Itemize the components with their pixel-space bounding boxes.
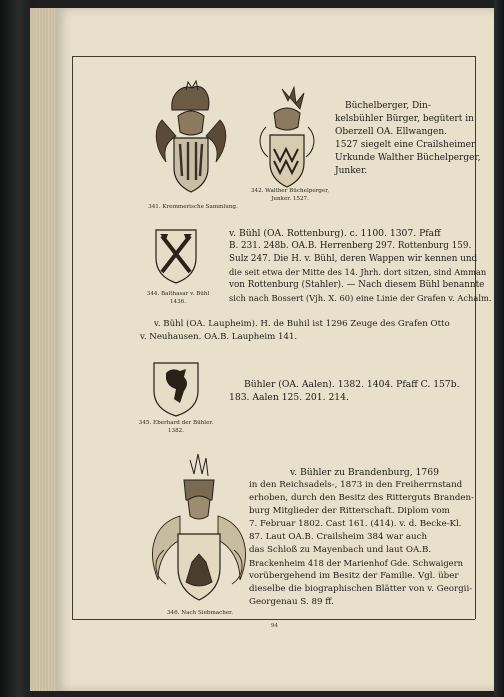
caption-344-line1: 344. Balthasar v. Bühl — [146, 291, 210, 297]
caption-341: 341. Kremmerische Sammlung. — [148, 204, 238, 210]
coat-of-arms-342 — [252, 83, 322, 191]
coat-of-arms-344 — [152, 226, 200, 286]
caption-346: 346. Nach Siebmacher. — [166, 610, 233, 616]
entry-brandenburg-line-5: 7. Februar 1802. Cast 161. (414). v. d. Becke-Kl. — [249, 519, 462, 529]
entry-buechelberger-line-1: Büchelberger, Din- — [345, 101, 431, 111]
coat-of-arms-341 — [152, 80, 230, 204]
caption-345-line2: 1382. — [167, 428, 184, 434]
frame-bottom-rule — [72, 619, 475, 620]
caption-344-line2: 1436. — [169, 299, 186, 305]
coat-of-arms-345 — [150, 359, 202, 419]
coat-of-arms-346 — [144, 450, 254, 610]
entry-buechelberger-line-2: kelsbühler Bürger, begütert in — [335, 114, 474, 124]
entry-brandenburg-line-8: Brackenheim 418 der Marienhof Gde. Schwaigern — [249, 558, 464, 568]
entry-buechelberger-line-6: Junker. — [335, 166, 368, 176]
caption-345-line1: 345. Eberhard der Bühler. — [138, 420, 214, 426]
entry-brandenburg-line-4: burg Mitglieder der Ritterschaft. Diplom vom — [249, 506, 450, 516]
entry-buehl-rottenburg-line-6: sich nach Bossert (Vjh. X. 60) eine Linie der Grafen v. Achalm. — [229, 293, 492, 303]
entry-brandenburg-line-9: vorübergehend im Besitz der Familie. Vgl. über — [249, 571, 459, 581]
entry-brandenburg-line-7: das Schloß zu Mayenbach und laut OA.B. — [249, 545, 432, 555]
right-margin — [494, 0, 504, 697]
frame-top-rule — [72, 56, 475, 57]
frame-left-rule — [72, 56, 73, 619]
entry-brandenburg-line-10: dieselbe die biographischen Blätter von v. Georgii- — [249, 584, 473, 594]
entry-buehl-rottenburg-line-1: v. Bühl (OA. Rottenburg). c. 1100. 1307. Pfaff — [229, 228, 441, 239]
entry-buehler-line-1: Bühler (OA. Aalen). 1382. 1404. Pfaff C. 157b. — [244, 379, 460, 390]
entry-buehl-rottenburg-line-2: B. 231. 248b. OA.B. Herrenberg 297. Rottenburg 159. — [229, 241, 472, 251]
entry-buechelberger-line-5: Urkunde Walther Büchelperger, — [335, 153, 481, 163]
caption-342-line2: Junker. 1527. — [271, 196, 309, 202]
entry-buehl-laupheim-line-1: v. Bühl (OA. Laupheim). H. de Buhil ist 1296 Zeuge des Grafen Otto — [154, 319, 450, 329]
entry-buechelberger-line-4: 1527 siegelt eine Crailsheimer — [335, 140, 476, 150]
entry-buehl-laupheim-line-2: v. Neuhausen. OA.B. Laupheim 141. — [140, 332, 298, 342]
page-edges — [30, 8, 58, 691]
entry-buehl-rottenburg-line-3: Sulz 247. Die H. v. Bühl, deren Wappen wir kennen und — [229, 254, 478, 264]
entry-brandenburg-line-1: v. Bühler zu Brandenburg, 1769 — [290, 467, 439, 478]
entry-brandenburg-line-6: 87. Laut OA.B. Crailsheim 384 war auch — [249, 532, 428, 542]
caption-342-line1: 342. Walther Büchelperger, — [250, 188, 330, 194]
book-spine — [0, 0, 34, 697]
entry-buehl-rottenburg-line-4: die seit etwa der Mitte des 14. Jhrh. dort sitzen, sind Amman — [229, 267, 487, 277]
page-number: 94 — [271, 623, 278, 629]
entry-buehl-rottenburg-line-5: von Rottenburg (Stahler). — Nach diesem Bühl benannte — [229, 280, 485, 290]
entry-brandenburg-line-2: in den Reichsadels-, 1873 in den Freiherrnstand — [249, 480, 463, 490]
entry-brandenburg-line-11: Georgenau S. 89 ff. — [249, 597, 334, 607]
entry-buechelberger-line-3: Oberzell OA. Ellwangen. — [335, 127, 447, 137]
entry-buehler-line-2: 183. Aalen 125. 201. 214. — [229, 392, 349, 403]
entry-brandenburg-line-3: erhoben, durch den Besitz des Ritterguts Branden- — [249, 493, 475, 503]
